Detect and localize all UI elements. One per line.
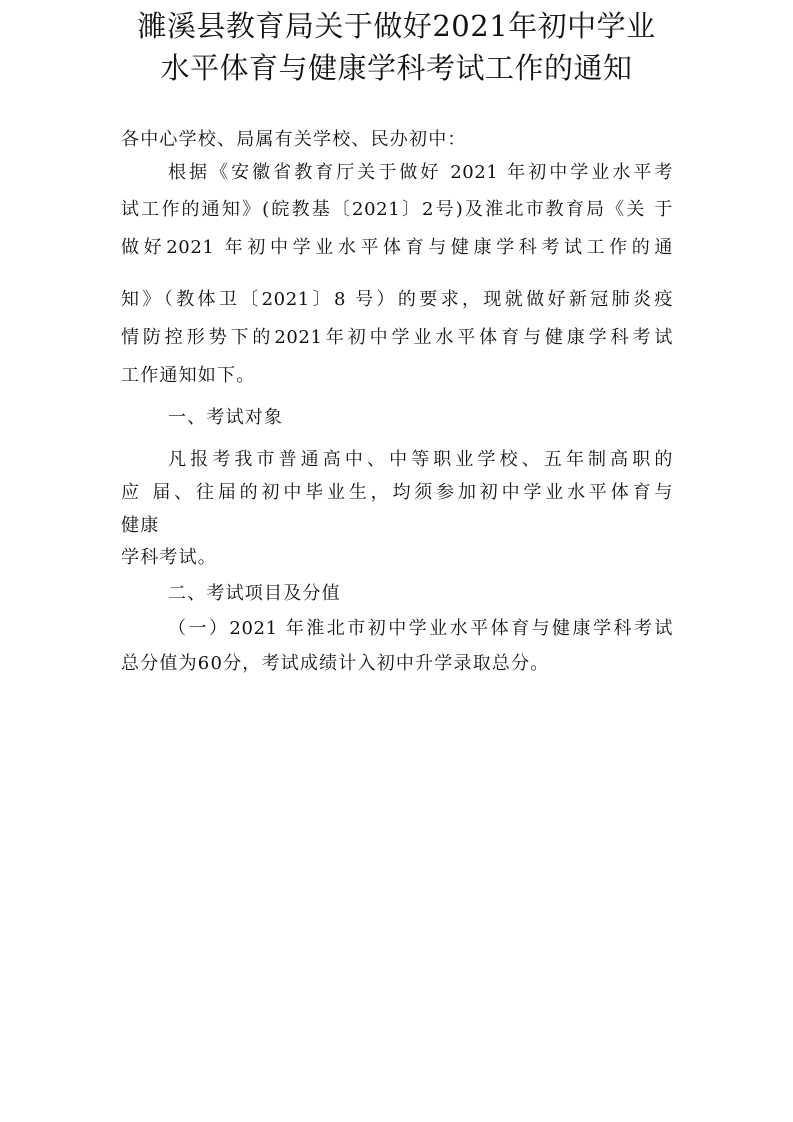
paragraph-2-line-1: 凡报考我市普通高中、中等职业学校、五年制高职的: [168, 449, 673, 470]
paragraph-1-line-1: 根据《安徽省教育厅关于做好 2021 年初中学业水平考: [168, 162, 673, 183]
section-heading-2: 二、考试项目及分值: [168, 583, 341, 604]
paragraph-1-line-6: 工作通知如下。: [121, 365, 256, 386]
document-title-line-1: 濉溪县教育局关于做好2021年初中学业: [137, 9, 656, 43]
salutation: 各中心学校、局属有关学校、民办初中：: [121, 129, 467, 150]
paragraph-2-line-4: 学科考试。: [121, 547, 217, 568]
paragraph-2-line-3: 健康: [121, 515, 160, 536]
paragraph-2-line-2: 应 届、往届的初中毕业生，均须参加初中学业水平体育与: [121, 482, 673, 503]
paragraph-1-line-3: 做好2021 年初中学业水平体育与健康学科考试工作的通: [121, 237, 673, 258]
paragraph-1-line-4: 知》（教体卫〔2021〕8 号）的要求，现就做好新冠肺炎疫: [121, 289, 673, 310]
paragraph-1-line-2: 试工作的通知》(皖教基〔2021〕2号)及淮北市教育局《关 于: [121, 199, 673, 220]
paragraph-3-line-2: 总分值为60分，考试成绩计入初中升学录取总分。: [121, 653, 550, 674]
section-heading-1: 一、考试对象: [168, 407, 284, 428]
document-title-line-2: 水平体育与健康学科考试工作的通知: [160, 51, 633, 85]
paragraph-1-line-5: 情防控形势下的2021年初中学业水平体育与健康学科考试: [121, 327, 673, 348]
paragraph-3-line-1: （一）2021 年淮北市初中学业水平体育与健康学科考试: [168, 618, 673, 639]
